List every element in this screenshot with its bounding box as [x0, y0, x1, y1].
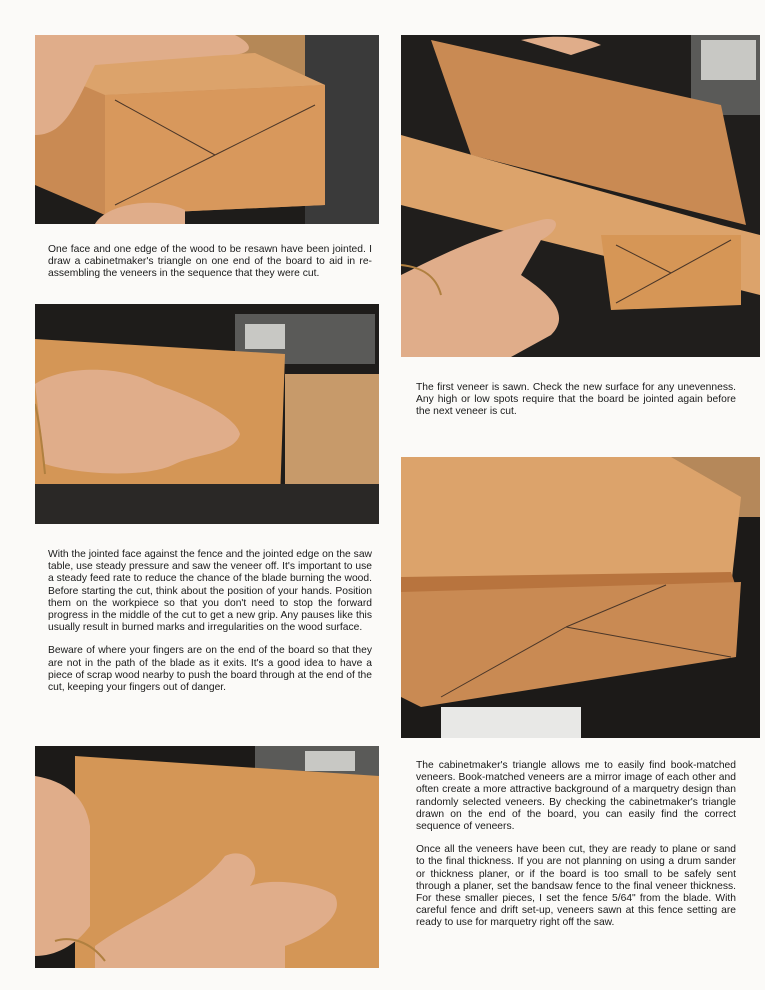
caption-step-4-paragraph-1: The cabinetmaker's triangle allows me to easily find book-matched veneers. Book-matched veneers are a mirror image of each other and often create a more attractive background of a marquetry design than randomly selected veneers. By checking the cabinetmaker's triangle drawn on the end of the board, you can easily find the correct sequence of veneers. [416, 760, 736, 833]
photo-board-with-triangle [35, 35, 379, 224]
caption-step-4-paragraph-2: Once all the veneers have been cut, they are ready to plane or sand to the final thickness. If you are not planning on using a drum sander or thickness planer, or if the board is too small to be safely sent through a planer, set the bandsaw fence to the final veneer thickness. For these smaller pieces, I set the fence 5/64" from the blade. With careful fence and drift set-up, veneers sawn at this fence setting are ready to use for marquetry right off the saw. [416, 844, 736, 929]
caption-step-3-paragraph-1: With the jointed face against the fence and the jointed edge on the saw table, use steady pressure and saw the veneer off. It's important to use a steady feed rate to reduce the chance of the blade burning the wood. Before starting the cut, think about the position of your hands. Position them on the workpiece so that you don't need to stop the forward progress in the middle of the cut to get a new grip. Any pauses like this usually result in burned marks and irregularities on the wood surface. [48, 549, 372, 634]
photo-hands-on-board [35, 746, 379, 968]
caption-step-1: One face and one edge of the wood to be resawn have been jointed. I draw a cabinetmaker's triangle on one end of the board to aid in re-assembling the veneers in the sequence that they were cut. [48, 244, 372, 280]
photo-sawing-veneer [35, 304, 379, 524]
caption-step-3 [48, 549, 372, 705]
caption-step-3-paragraph-2: Beware of where your fingers are on the end of the board so that they are not in the path of the blade as it exits. It's a good idea to have a piece of scrap wood nearby to push the board through at the end of the cut, keeping your fingers out of danger. [48, 645, 373, 694]
caption-step-4 [416, 760, 736, 941]
photo-first-veneer-sawn [401, 35, 760, 357]
caption-step-2: The first veneer is sawn. Check the new surface for any unevenness. Any high or low spots require that the board be jointed again before the next veneer is cut. [416, 382, 736, 418]
photo-book-matched-veneers [401, 457, 760, 738]
